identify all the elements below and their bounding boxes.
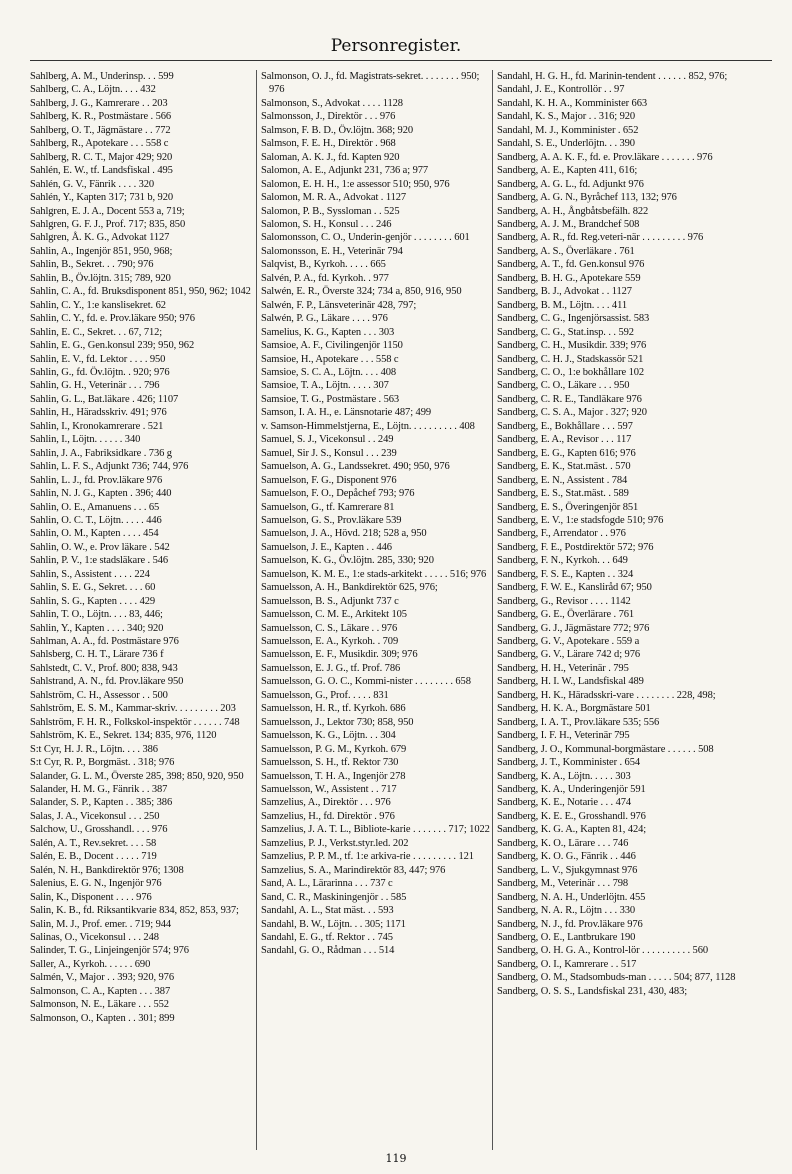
register-entry: Samuelson, J. A., Hövd. 218; 528 a, 950 [261, 528, 427, 540]
register-entry: Sandberg, H. I. W., Landsfiskal 489 [497, 676, 644, 688]
register-entry: Salin, M. J., Prof. emer. . 719; 944 [30, 918, 172, 930]
column-divider [256, 70, 257, 1150]
register-entry: Saller, A., Kyrkoh. . . . . . 690 [30, 958, 151, 970]
register-entry: Salander, G. L. M., Överste 285, 398; 850, 920, 950 [30, 770, 244, 782]
register-entry: Sahlin, G. L., Bat.läkare . 426; 1107 [30, 393, 179, 405]
register-column-2 [261, 70, 490, 1145]
register-entry: Sandberg, E. K., Stat.mäst. . 570 [497, 461, 631, 473]
register-entry: Salmson, F. B. D., Öv.löjtn. 368; 920 [261, 124, 414, 136]
register-entry: Sahlin, O. C. T., Löjtn. . . . . 446 [30, 514, 162, 526]
register-entry: Salomon, A. E., Adjunkt 231, 736 a; 977 [261, 165, 429, 177]
register-entry: Salmonson, C. A., Kapten . . . 387 [30, 985, 171, 997]
register-entry: Samuelson, K. M. E., 1:e stads-arkitekt . . . . . 516; 976 [261, 568, 487, 580]
register-entry: Salmonsson, J., Direktör . . . 976 [261, 111, 396, 123]
register-entry: Sahlgren, E. J. A., Docent 553 a, 719; [30, 205, 185, 217]
register-entry: Sandberg, B. H. G., Apotekare 559 [497, 272, 641, 284]
register-entry: Sahlin, T. O., Löjtn. . . . 83, 446; [30, 609, 163, 621]
register-entry: Salas, J. A., Vicekonsul . . . 250 [30, 810, 160, 822]
register-entry: Sahlberg, K. R., Postmästare . 566 [30, 111, 172, 123]
register-entry: Sahlberg, R. C. T., Major 429; 920 [30, 151, 173, 163]
register-entry: Sandberg, E. V., 1:e stadsfogde 510; 976 [497, 514, 664, 526]
register-entry: Salomonsson, E. H., Veterinär 794 [261, 245, 403, 257]
register-entry: Sandberg, K. A., Löjtn. . . . . 303 [497, 770, 631, 782]
register-entry: Sahlén, E. W., tf. Landsfiskal . 495 [30, 165, 173, 177]
register-entry: Sahlström, E. S. M., Kammar-skriv. . . . . . . . . 203 [30, 703, 236, 715]
register-entry: Sandberg, N. J., fd. Prov.läkare 976 [497, 918, 643, 930]
register-entry: Salander, S. P., Kapten . . 385; 386 [30, 797, 173, 809]
register-entry: Sandberg, K. E. E., Grosshandl. 976 [497, 810, 646, 822]
register-entry: Sahlberg, R., Apotekare . . . 558 c [30, 138, 169, 150]
register-entry: Samuelson, G. S., Prov.läkare 539 [261, 514, 402, 526]
register-entry: Samuelson, F. G., Disponent 976 [261, 474, 397, 486]
register-entry: Sandberg, C. S. A., Major . 327; 920 [497, 407, 647, 419]
register-entry: Samzelius, A., Direktör . . . 976 [261, 797, 391, 809]
register-entry: Sandberg, B. J., Advokat . . 1127 [497, 286, 632, 298]
register-entry: Salin, K., Disponent . . . . 976 [30, 891, 152, 903]
register-entry: Sandberg, F. W. E., Kansliråd 67; 950 [497, 582, 652, 594]
register-entry: Samuelsson, C. S., Läkare . . 976 [261, 622, 398, 634]
register-entry: Samuelson, A. G., Landssekret. 490; 950, 976 [261, 461, 450, 473]
register-entry: Samzelius, H., fd. Direktör . 976 [261, 810, 395, 822]
register-entry: Sandberg, C. O., 1:e bokhållare 102 [497, 366, 645, 378]
register-entry: Sahlin, N. J. G., Kapten . 396; 440 [30, 488, 172, 500]
register-entry: Sahlin, S. G., Kapten . . . . 429 [30, 595, 156, 607]
register-entry: Sahlin, C. Y., fd. e. Prov.läkare 950; 976 [30, 313, 195, 325]
register-entry: Sahlin, O. W., e. Prov läkare . 542 [30, 541, 170, 553]
register-entry: Sandberg, K. A., Underingenjör 591 [497, 784, 646, 796]
register-entry: Sahlin, J. A., Fabriksidkare . 736 g [30, 447, 172, 459]
register-entry: Salinas, O., Vicekonsul . . . 248 [30, 932, 159, 943]
register-entry: Sandberg, H. H., Veterinär . 795 [497, 662, 629, 674]
register-entry: Sahlgren, Å. K. G., Advokat 1127 [30, 232, 170, 244]
register-entry: Salwén, F. P., Länsveterinär 428, 797; [261, 299, 417, 311]
register-entry: Samuelson, J. E., Kapten . . 446 [261, 541, 392, 553]
register-entry: Samelius, K. G., Kapten . . . 303 [261, 326, 395, 338]
register-entry: Samuelsson, E. A., Kyrkoh. . 709 [261, 636, 399, 648]
register-entry: Sahlin, S. E. G., Sekret. . . . 60 [30, 582, 156, 594]
register-entry: Sandberg, G. V., Apotekare . 559 a [497, 636, 640, 648]
register-entry: Sahlin, B., Sekret. . . 790; 976 [30, 259, 154, 271]
register-entry: Salvén, P. A., fd. Kyrkoh. . 977 [261, 272, 389, 284]
register-entry: Sandberg, A. T., fd. Gen.konsul 976 [497, 259, 645, 271]
register-entry: Sandberg, L. V., Sjukgymnast 976 [497, 864, 638, 876]
column-divider [492, 70, 493, 1150]
register-entry: Sandberg, K. G. A., Kapten 81, 424; [497, 824, 647, 836]
register-entry: Salchow, U., Grosshandl. . . . 976 [30, 824, 168, 836]
register-entry: Sahlberg, J. G., Kamrerare . . 203 [30, 97, 168, 109]
register-entry: Sahlin, I., Löjtn. . . . . . 340 [30, 434, 141, 446]
register-entry: Sandberg, A. A. K. F., fd. e. Prov.läkare . . . . . . . 976 [497, 151, 713, 163]
register-entry: Sandberg, E. S., Stat.mäst. . 589 [497, 488, 629, 500]
register-entry: Sandberg, O. M., Stadsombuds-man . . . . . 504; 877, 1128 [497, 972, 736, 984]
register-entry: Sandahl, M. J., Komminister . 652 [497, 124, 639, 136]
register-entry: Samsioe, T. A., Löjtn. . . . . 307 [261, 380, 389, 392]
register-entry: Sahlin, B., Öv.löjtn. 315; 789, 920 [30, 272, 171, 284]
register-entry: v. Samson-Himmelstjerna, E., Löjtn. . . . . . . . . . 408 [261, 420, 475, 432]
register-entry: Sahlberg, O. T., Jägmästare . . 772 [30, 124, 171, 136]
register-entry: Samuelsson, E. F., Musikdir. 309; 976 [261, 649, 418, 661]
register-entry: Sandberg, A. R., fd. Reg.veteri-när . . . . . . . . . 976 [497, 232, 704, 244]
register-entry: Salén, E. B., Docent . . . . . 719 [30, 851, 157, 863]
register-entry: Saloman, A. K. J., fd. Kapten 920 [261, 151, 400, 163]
register-entry: Samuelson, F. O., Depåchef 793; 976 [261, 488, 415, 500]
register-entry: Sandberg, C. R. E., Tandläkare 976 [497, 393, 642, 405]
register-entry: Sandberg, F. S. E., Kapten . . 324 [497, 568, 634, 580]
register-entry: Sandberg, C. O., Läkare . . . 950 [497, 380, 630, 392]
register-entry: Sandberg, K. O., Lärare . . . 746 [497, 837, 629, 849]
register-entry: Sahlstrand, A. N., fd. Prov.läkare 950 [30, 676, 184, 688]
register-entry: Salwén, P. G., Läkare . . . . 976 [261, 313, 388, 325]
register-entry: Sandberg, A. G. N., Byråchef 113, 132; 976 [497, 192, 677, 204]
register-entry: Sahlin, C. A., fd. Bruksdisponent 851, 950, 962; 1042 [30, 286, 251, 298]
register-entry: Sahlén, G. V., Fänrik . . . . 320 [30, 178, 155, 190]
register-entry: Sahlsberg, C. H. T., Lärare 736 f [30, 649, 164, 661]
register-entry: Sandberg, E. G., Kapten 616; 976 [497, 447, 636, 459]
register-entry: Sandberg, H. K., Häradsskri-vare . . . . . . . . 228, 498; [497, 689, 716, 701]
register-entry: Sahlin, G., fd. Öv.löjtn. . 920; 976 [30, 366, 170, 378]
register-entry: Sandahl, K. S., Major . . 316; 920 [497, 111, 636, 123]
register-entry: Sandberg, E. S., Överingenjör 851 [497, 501, 639, 513]
register-entry: Sandahl, G. O., Rådman . . . 514 [261, 945, 395, 957]
register-entry: Samuelson, G., tf. Kamrerare 81 [261, 501, 395, 513]
register-entry: Sahlin, H., Häradsskriv. 491; 976 [30, 407, 167, 419]
register-entry: Samuelsson, T. H. A., Ingenjör 278 [261, 770, 406, 782]
register-entry: Sandberg, G., Revisor . . . . 1142 [497, 595, 631, 607]
register-entry: Salomon, M. R. A., Advokat . 1127 [261, 192, 407, 204]
register-entry: Salander, H. M. G., Fänrik . . 387 [30, 784, 168, 796]
register-entry: Sand, C. R., Maskiningenjör . . 585 [261, 891, 407, 903]
register-entry: Sandberg, I. F. H., Veterinär 795 [497, 730, 630, 742]
register-entry: Sahlström, K. E., Sekret. 134; 835, 976, 1120 [30, 730, 217, 742]
register-entry: Sandberg, A. J. M., Brandchef 508 [497, 218, 640, 230]
register-entry: Sahlin, L. F. S., Adjunkt 736; 744, 976 [30, 461, 189, 473]
register-entry: Sahlin, L. J., fd. Prov.läkare 976 [30, 474, 163, 486]
register-entry: Salomon, E. H. H., 1:e assessor 510; 950, 976 [261, 178, 450, 190]
register-entry: Sandberg, F. E., Postdirektör 572; 976 [497, 541, 654, 553]
register-entry: Sandahl, S. E., Underlöjtn. . . 390 [497, 138, 635, 150]
register-entry: Sahlin, I., Kronokamrerare . 521 [30, 420, 164, 432]
register-entry: Sand, A. L., Lärarinna . . . 737 c [261, 878, 393, 890]
register-entry: Sahlin, E. V., fd. Lektor . . . . 950 [30, 353, 166, 365]
register-entry: Sandahl, J. E., Kontrollör . . 97 [497, 84, 625, 96]
register-entry: Sandberg, C. H. J., Stadskassör 521 [497, 353, 644, 365]
register-entry: Samuelsson, C. M. E., Arkitekt 105 [261, 609, 407, 621]
register-entry: Samuelsson, P. G. M., Kyrkoh. 679 [261, 743, 407, 755]
register-entry: Sahlin, P. V., 1:e stadsläkare . 546 [30, 555, 169, 567]
register-entry: Salinder, T. G., Linjeingenjör 574; 976 [30, 945, 189, 957]
register-entry: Salin, K. B., fd. Riksantikvarie 834, 852, 853, 937; [30, 905, 239, 917]
register-entry: Sandahl, A. L., Stat mäst. . . 593 [261, 905, 394, 917]
register-entry: Sandberg, A. G. L., fd. Adjunkt 976 [497, 178, 644, 190]
page-title: Personregister. [330, 36, 462, 56]
register-entry: Sandberg, A. E., Kapten 411, 616; [497, 165, 638, 177]
register-entry: Sahlin, S., Assistent . . . . 224 [30, 568, 150, 580]
register-entry: Sandberg, K. E., Notarie . . . 474 [497, 797, 632, 809]
register-entry: Sahlin, Y., Kapten . . . . 340; 920 [30, 622, 164, 634]
register-entry: Samsioe, A. F., Civilingenjör 1150 [261, 340, 403, 352]
register-entry: Sandahl, B. W., Löjtn. . . 305; 1171 [261, 918, 406, 930]
register-entry: Samuelsson, G., Prof. . . . . 831 [261, 689, 389, 701]
register-entry: S:t Cyr, H. J. R., Löjtn. . . . 386 [30, 743, 158, 755]
register-entry: Sahlberg, C. A., Löjtn. . . . 432 [30, 84, 156, 96]
register-entry: Sandberg, O. H. G. A., Kontrol-lör . . . . . . . . . . 560 [497, 945, 708, 957]
register-entry: Salmonson, O. J., fd. Magistrats-sekret. . . . . . . . 950; 976 [261, 71, 480, 96]
register-entry: Sandberg, C. G., Stat.insp. . . 592 [497, 326, 634, 338]
register-entry: Sandberg, N. A. H., Underlöjtn. 455 [497, 891, 646, 903]
register-entry: Salomon, P. B., Syssloman . . 525 [261, 205, 400, 217]
register-entry: Samuelsson, H. R., tf. Kyrkoh. 686 [261, 703, 406, 715]
register-entry: Samson, I. A. H., e. Länsnotarie 487; 499 [261, 407, 432, 419]
register-entry: Sandberg, B. M., Löjtn. . . . 411 [497, 299, 627, 311]
register-entry: Sahlén, Y., Kapten 317; 731 b, 920 [30, 192, 174, 204]
register-entry: Salén, A. T., Rev.sekret. . . . 58 [30, 837, 157, 849]
register-entry: Sandberg, G. V., Lärare 742 d; 976 [497, 649, 640, 661]
register-entry: Samuelsson, W., Assistent . . 717 [261, 784, 397, 796]
register-entry: Samuelsson, G. O. C., Kommi-nister . . . . . . . . 658 [261, 676, 471, 688]
register-entry: Sandberg, G. J., Jägmästare 772; 976 [497, 622, 650, 634]
register-entry: Sandberg, N. A. R., Löjtn . . . 330 [497, 905, 636, 917]
register-entry: Samuelsson, E. J. G., tf. Prof. 786 [261, 662, 401, 674]
register-entry: Sandberg, O. S. S., Landsfiskal 231, 430, 483; [497, 985, 688, 997]
register-column-1 [30, 70, 254, 1145]
register-entry: Samuelsson, B. S., Adjunkt 737 c [261, 595, 399, 607]
register-entry: Sandberg, E., Bokhållare . . . 597 [497, 420, 633, 432]
register-entry: Samzelius, J. A. T. L., Bibliote-karie . . . . . . . 717; 1022 [261, 824, 490, 836]
register-entry: Sahlin, E. G., Gen.konsul 239; 950, 962 [30, 340, 195, 352]
register-entry: Samzelius, S. A., Marindirektör 83, 447; 976 [261, 864, 446, 876]
register-entry: Sandahl, H. G. H., fd. Marinin-tendent . . . . . . 852, 976; [497, 71, 728, 82]
register-entry: Salmén, V., Major . . 393; 920, 976 [30, 972, 174, 984]
register-entry: Samzelius, P. J., Verkst.styr.led. 202 [261, 837, 409, 849]
register-entry: Salmonson, O., Kapten . . 301; 899 [30, 1012, 175, 1024]
register-entry: Sandberg, C. H., Musikdir. 339; 976 [497, 340, 647, 352]
register-entry: Sandahl, E. G., tf. Rektor . . 745 [261, 932, 393, 943]
register-entry: Samuelsson, A. H., Bankdirektör 625, 976; [261, 582, 438, 594]
register-entry: Salén, N. H., Bankdirektör 976; 1308 [30, 864, 184, 876]
register-entry: Salomon, S. H., Konsul . . . 246 [261, 218, 392, 230]
register-entry: Sandberg, G. E., Överlärare . 761 [497, 609, 635, 621]
register-entry: Samuelsson, S. H., tf. Rektor 730 [261, 757, 399, 769]
register-entry: Sahlman, A. A., fd. Postmästare 976 [30, 636, 179, 648]
register-entry: Sandberg, M., Veterinär . . . 798 [497, 878, 629, 890]
register-entry: Samuelson, K. G., Öv.löjtn. 285, 330; 920 [261, 555, 434, 567]
register-entry: Salmonson, S., Advokat . . . . 1128 [261, 97, 403, 109]
register-entry: Sahlin, C. Y., 1:e kanslisekret. 62 [30, 299, 166, 311]
register-entry: S:t Cyr, R. P., Borgmäst. . 318; 976 [30, 757, 175, 769]
register-entry: Sandberg, F. N., Kyrkoh. . . 649 [497, 555, 628, 567]
register-entry: Sahlgren, G. F. J., Prof. 717; 835, 850 [30, 218, 186, 230]
register-entry: Sandberg, E. N., Assistent . 784 [497, 474, 628, 486]
register-entry: Sandberg, A. H., Ångbåtsbefälh. 822 [497, 205, 649, 217]
register-entry: Salenius, E. G. N., Ingenjör 976 [30, 878, 162, 890]
register-entry: Sahlin, A., Ingenjör 851, 950, 968; [30, 245, 173, 257]
register-entry: Samsioe, T. G., Postmästare . 563 [261, 393, 400, 405]
register-entry: Sahlström, F. H. R., Folkskol-inspektör . . . . . . 748 [30, 716, 240, 728]
register-entry: Sandberg, J. O., Kommunal-borgmästare . . . . . . 508 [497, 743, 714, 755]
register-entry: Sahlström, C. H., Assessor . . 500 [30, 689, 168, 701]
register-entry: Salmson, F. E. H., Direktör . 968 [261, 138, 396, 150]
register-entry: Sandberg, I. A. T., Prov.läkare 535; 556 [497, 716, 660, 728]
register-entry: Samsioe, S. C. A., Löjtn. . . . 408 [261, 366, 397, 378]
register-entry: Samuel, Sir J. S., Konsul . . . 239 [261, 447, 397, 459]
register-entry: Samsioe, H., Apotekare . . . 558 c [261, 353, 399, 365]
register-column-3 [497, 70, 774, 1145]
register-entry: Sahlin, G. H., Veterinär . . . 796 [30, 380, 160, 392]
register-entry: Sandberg, C. G., Ingenjörsassist. 583 [497, 313, 650, 325]
register-entry: Samuelsson, K. G., Löjtn. . . 304 [261, 730, 396, 742]
register-entry: Salomonsson, C. O., Underin-genjör . . . . . . . . 601 [261, 232, 470, 244]
register-entry: Salwén, E. R., Överste 324; 734 a, 850, 916, 950 [261, 286, 462, 298]
register-entry: Sandberg, A. S., Överläkare . 761 [497, 245, 635, 257]
register-entry: Sandberg, F., Arrendator . . 976 [497, 528, 626, 540]
page-number: 119 [385, 1152, 407, 1165]
register-entry: Sandberg, H. K. A., Borgmästare 501 [497, 703, 651, 715]
register-entry: Sahlin, O. M., Kapten . . . . 454 [30, 528, 159, 540]
register-entry: Sandahl, K. H. A., Komminister 663 [497, 97, 648, 109]
register-entry: Sandberg, O. I., Kamrerare . . 517 [497, 958, 637, 970]
register-entry: Sahlin, E. C., Sekret. . . 67, 712; [30, 326, 163, 338]
header-rule [30, 60, 772, 61]
register-entry: Sahlberg, A. M., Underinsp. . . 599 [30, 71, 174, 82]
register-entry: Samuel, S. J., Vicekonsul . . 249 [261, 434, 394, 446]
register-entry: Sandberg, O. E., Lantbrukare 190 [497, 932, 636, 943]
register-entry: Sahlstedt, C. V., Prof. 800; 838, 943 [30, 662, 178, 674]
register-entry: Sandberg, E. A., Revisor . . . 117 [497, 434, 632, 446]
register-entry: Salmonson, N. E., Läkare . . . 552 [30, 999, 169, 1011]
register-entry: Samzelius, P. P. M., tf. 1:e arkiva-rie . . . . . . . . . 121 [261, 851, 474, 863]
register-entry: Samuelsson, J., Lektor 730; 858, 950 [261, 716, 414, 728]
register-entry: Sandberg, K. O. G., Fänrik . . 446 [497, 851, 636, 863]
register-entry: Sandberg, J. T., Komminister . 654 [497, 757, 641, 769]
register-entry: Salqvist, B., Kyrkoh. . . . . 665 [261, 259, 386, 271]
register-entry: Sahlin, O. E., Amanuens . . . 65 [30, 501, 160, 513]
